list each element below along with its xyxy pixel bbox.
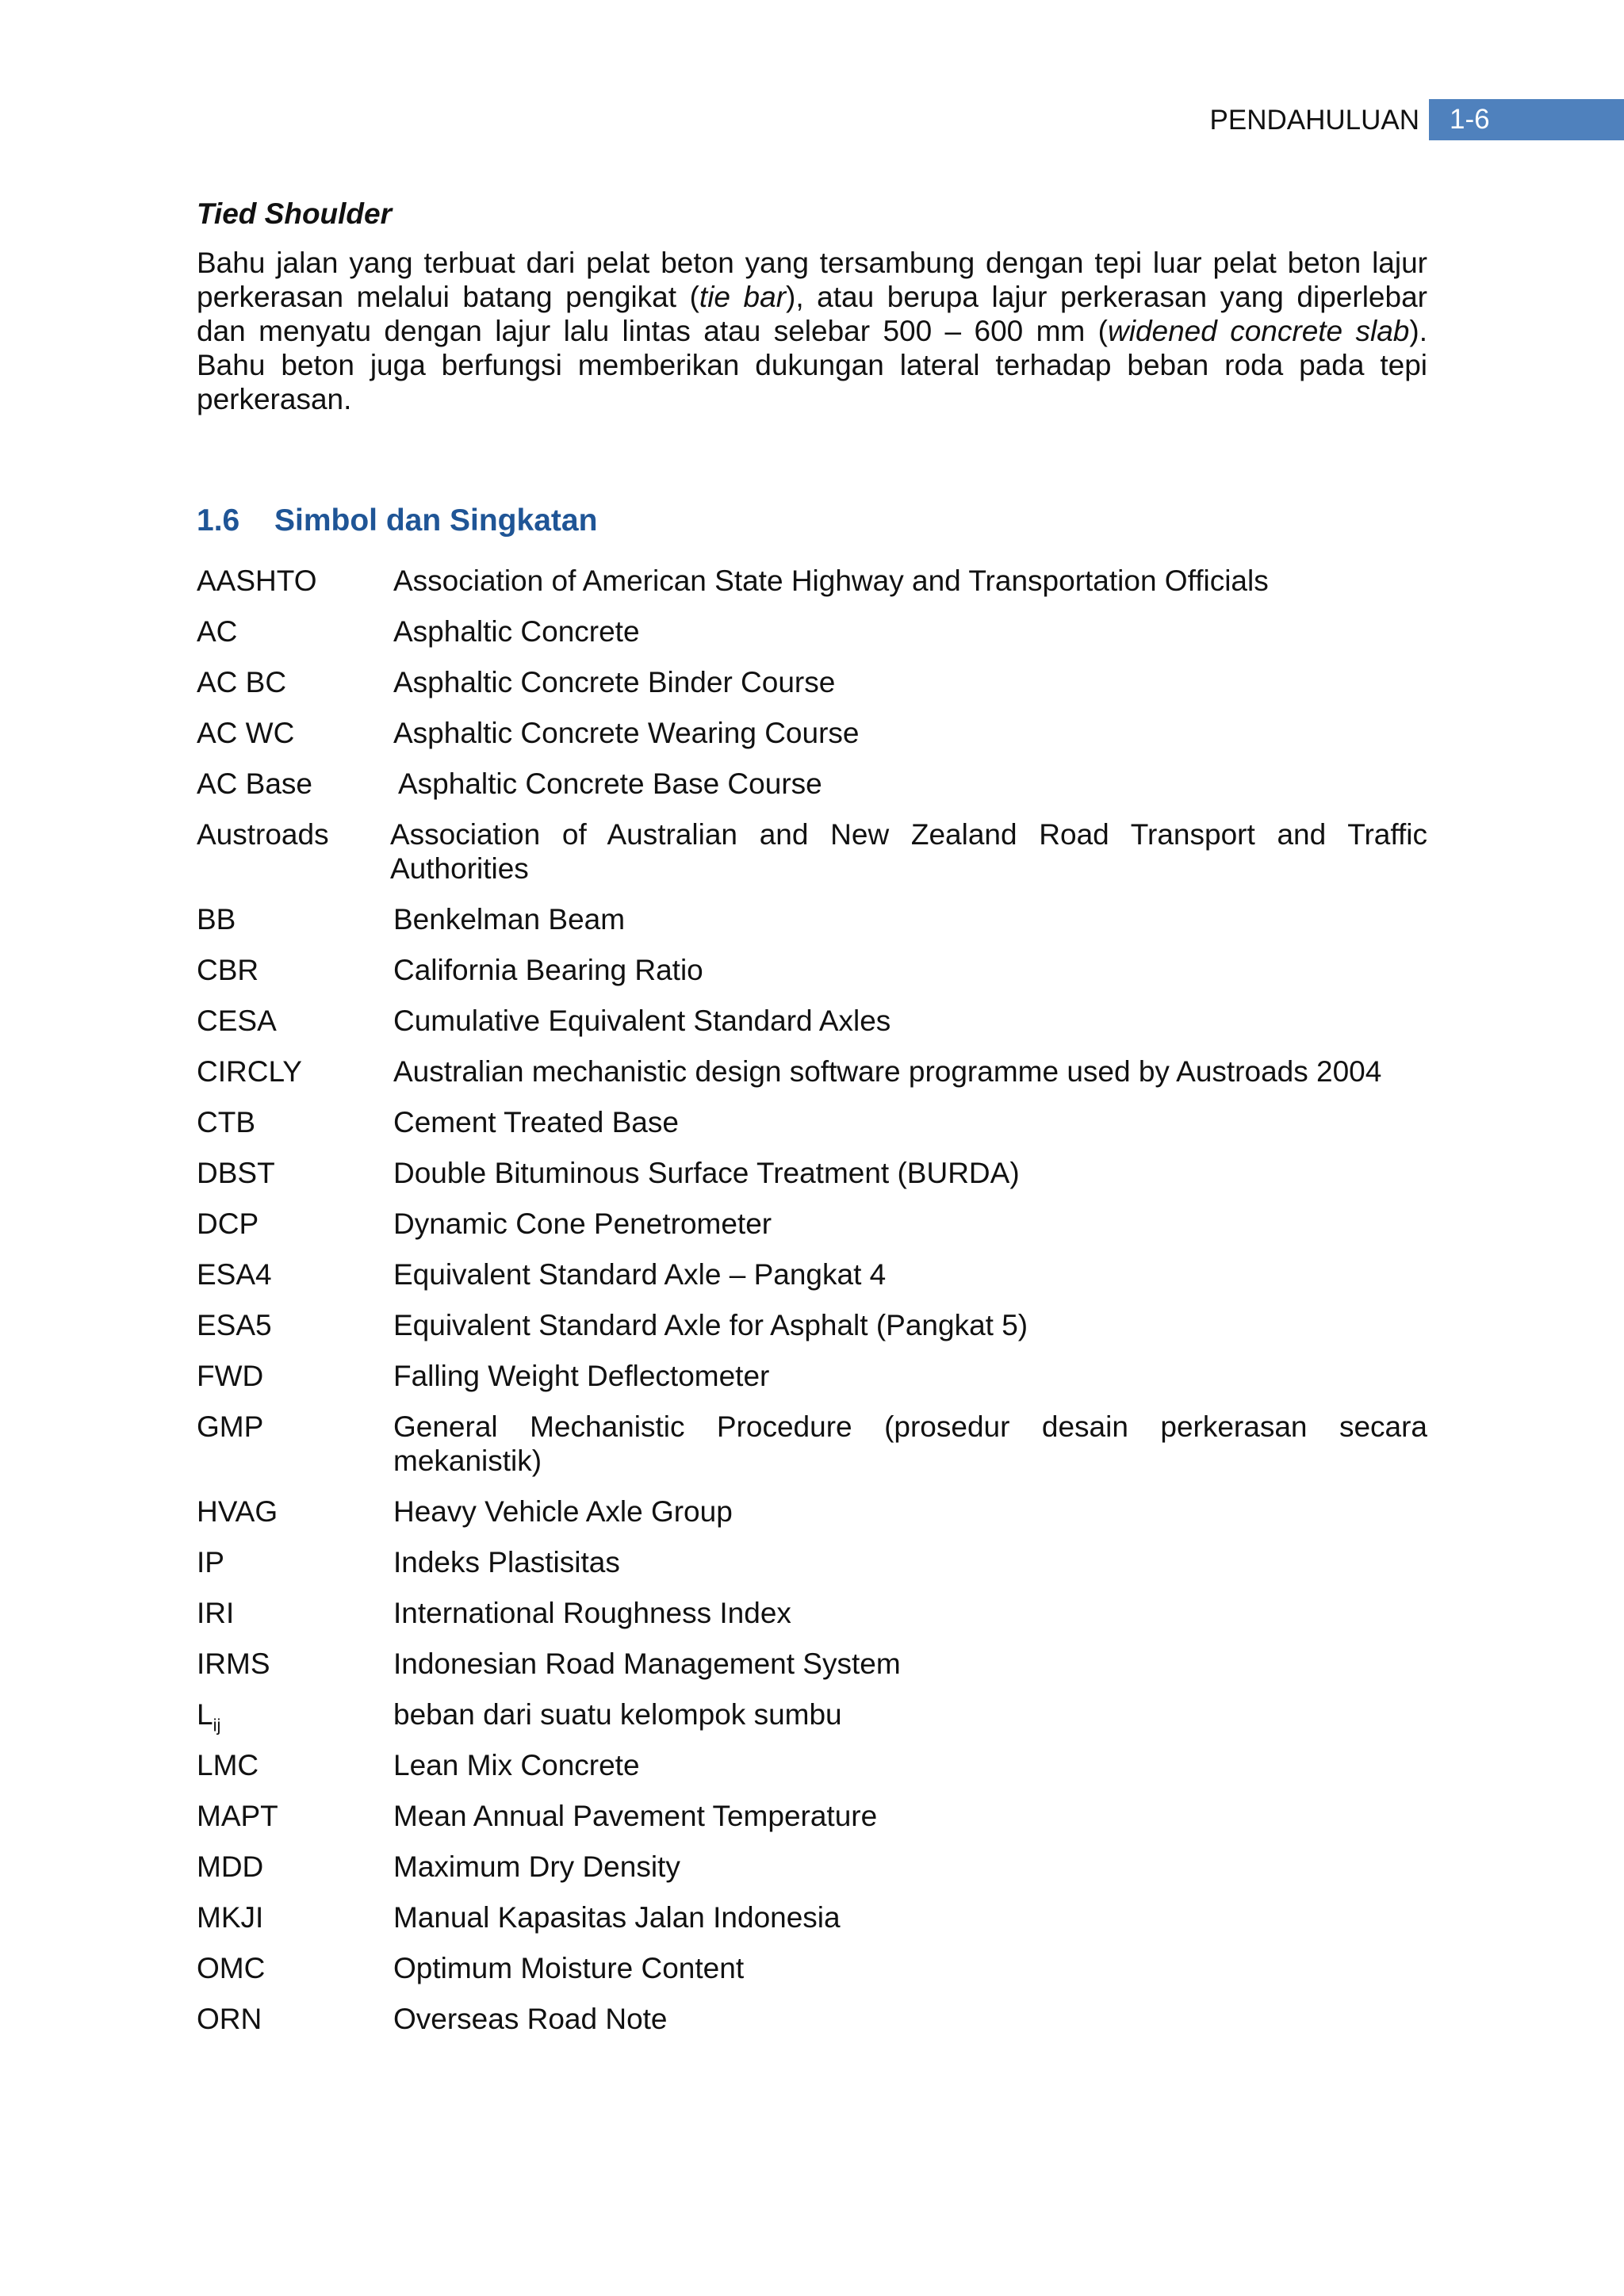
abbreviation-row xyxy=(197,1207,1427,1241)
abbreviation-term-text: CBR xyxy=(197,954,259,986)
abbreviation-term xyxy=(197,2002,393,2036)
abbreviation-term xyxy=(197,1494,393,1529)
abbreviation-row xyxy=(197,1054,1427,1089)
abbreviation-term xyxy=(197,1697,393,1735)
abbreviation-term-text: AC Base xyxy=(197,767,313,800)
abbreviation-definition: Australian mechanistic design software programme used by Austroads 2004 xyxy=(393,1055,1382,1088)
abbreviation-row xyxy=(197,953,1427,987)
abbreviation-term-text: DBST xyxy=(197,1157,275,1189)
abbreviation-row xyxy=(197,716,1427,750)
paragraph-italic-term: tie bar xyxy=(699,281,787,313)
abbreviation-row xyxy=(197,1951,1427,1985)
abbreviation-term-text: OMC xyxy=(197,1952,266,1984)
abbreviation-row xyxy=(197,1359,1427,1393)
abbreviation-term-text: Austroads xyxy=(197,818,329,851)
abbreviation-term xyxy=(197,665,393,699)
abbreviation-term xyxy=(197,953,393,987)
abbreviation-row xyxy=(197,1596,1427,1630)
abbreviation-term-text: IP xyxy=(197,1546,224,1578)
tied-shoulder-title: Tied Shoulder xyxy=(197,197,393,230)
abbreviation-row xyxy=(197,665,1427,699)
abbreviation-row xyxy=(197,1697,1427,1735)
abbreviation-term-text: BB xyxy=(197,903,236,936)
abbreviation-definition: Manual Kapasitas Jalan Indonesia xyxy=(393,1901,841,1934)
page-number-tab: 1-6 xyxy=(1429,99,1624,140)
abbreviation-term xyxy=(197,1207,393,1241)
abbreviation-term xyxy=(197,1951,393,1985)
abbreviation-row xyxy=(197,1748,1427,1782)
abbreviation-term-text: AC xyxy=(197,615,238,648)
abbreviation-term-text: AASHTO xyxy=(197,564,317,597)
abbreviation-term xyxy=(197,1410,393,1478)
abbreviation-definition: Lean Mix Concrete xyxy=(393,1749,640,1781)
abbreviation-definition: Indeks Plastisitas xyxy=(393,1546,620,1578)
abbreviation-row xyxy=(197,1308,1427,1342)
abbreviation-term xyxy=(197,1308,393,1342)
abbreviation-term xyxy=(197,564,393,598)
abbreviation-row xyxy=(197,817,1427,886)
abbreviation-definition: Cement Treated Base xyxy=(393,1106,679,1138)
abbreviation-definition: Indonesian Road Management System xyxy=(393,1647,901,1680)
abbreviation-definition: Mean Annual Pavement Temperature xyxy=(393,1800,878,1832)
abbreviation-definition: Dynamic Cone Penetrometer xyxy=(393,1207,772,1240)
abbreviation-term-text: CIRCLY xyxy=(197,1055,302,1088)
abbreviation-row xyxy=(197,1647,1427,1681)
abbreviation-term-text: MAPT xyxy=(197,1800,278,1832)
abbreviation-definition: Association of American State Highway and Transportation Officials xyxy=(393,564,1269,597)
abbreviation-term xyxy=(197,902,393,936)
abbreviation-row xyxy=(197,1257,1427,1292)
abbreviation-row xyxy=(197,1410,1427,1478)
abbreviation-row xyxy=(197,1545,1427,1579)
abbreviation-definition: Optimum Moisture Content xyxy=(393,1952,745,1984)
abbreviation-term xyxy=(197,1545,393,1579)
paragraph-italic-term: widened concrete slab xyxy=(1108,315,1410,347)
abbreviation-term-text: ORN xyxy=(197,2003,262,2035)
abbreviation-row xyxy=(197,1004,1427,1038)
abbreviation-term-text: AC WC xyxy=(197,717,295,749)
abbreviation-term-subscript: ij xyxy=(213,1715,221,1735)
page-content xyxy=(197,197,1427,2053)
abbreviation-term xyxy=(197,1647,393,1681)
abbreviation-term xyxy=(197,1004,393,1038)
abbreviation-definition: Maximum Dry Density xyxy=(393,1850,680,1883)
abbreviation-term xyxy=(197,1850,393,1884)
abbreviation-definition: Asphaltic Concrete Base Course xyxy=(398,767,822,800)
abbreviation-term-text: CESA xyxy=(197,1004,277,1037)
abbreviation-definition: Cumulative Equivalent Standard Axles xyxy=(393,1004,891,1037)
abbreviation-row xyxy=(197,2002,1427,2036)
abbreviation-definition: Falling Weight Deflectometer xyxy=(393,1360,770,1392)
abbreviation-term-text: ESA4 xyxy=(197,1258,272,1291)
section-title: Simbol dan Singkatan xyxy=(274,503,598,538)
abbreviation-term-text: FWD xyxy=(197,1360,264,1392)
abbreviation-row xyxy=(197,767,1427,801)
abbreviation-term-text: LMC xyxy=(197,1749,259,1781)
abbreviation-term-text: L xyxy=(197,1698,213,1731)
paragraph-text: ). Bahu beton juga berfungsi memberikan dukungan lateral terhadap beban roda pada tepi perkerasan. xyxy=(197,315,1427,415)
abbreviation-definition: Asphaltic Concrete Wearing Course xyxy=(393,717,860,749)
abbreviation-term xyxy=(197,767,393,801)
paragraph-text: ), atau berupa lajur perkerasan yang diperlebar dan menyatu dengan lajur lalu lintas atau selebar 500 – 600 mm ( xyxy=(197,281,1427,347)
abbreviation-term xyxy=(197,1054,393,1089)
abbreviation-definition: Heavy Vehicle Axle Group xyxy=(393,1495,733,1528)
abbreviation-term xyxy=(197,1748,393,1782)
abbreviation-definition: Double Bituminous Surface Treatment (BURDA) xyxy=(393,1157,1020,1189)
abbreviation-row xyxy=(197,1494,1427,1529)
abbreviation-term-text: ESA5 xyxy=(197,1309,272,1341)
abbreviation-definition: Benkelman Beam xyxy=(393,903,626,936)
abbreviation-term xyxy=(197,614,393,649)
abbreviation-row xyxy=(197,1850,1427,1884)
abbreviation-term-text: HVAG xyxy=(197,1495,278,1528)
abbreviation-term-text: AC BC xyxy=(197,666,287,698)
abbreviation-term-text: DCP xyxy=(197,1207,259,1240)
abbreviation-definition: General Mechanistic Procedure (prosedur desain perkerasan secara mekanistik) xyxy=(393,1410,1427,1477)
section-heading xyxy=(197,502,1427,540)
abbreviation-term xyxy=(197,1105,393,1139)
abbreviation-row xyxy=(197,1900,1427,1934)
abbreviation-definition: Asphaltic Concrete xyxy=(393,615,640,648)
section-number: 1.6 xyxy=(197,503,240,538)
abbreviation-row xyxy=(197,614,1427,649)
abbreviation-definition: Equivalent Standard Axle for Asphalt (Pangkat 5) xyxy=(393,1309,1028,1341)
abbreviation-term xyxy=(197,817,393,886)
abbreviation-term xyxy=(197,1596,393,1630)
abbreviation-term xyxy=(197,1359,393,1393)
abbreviation-term-text: IRI xyxy=(197,1597,235,1629)
abbreviation-term xyxy=(197,716,393,750)
abbreviation-row xyxy=(197,1799,1427,1833)
abbreviation-term xyxy=(197,1257,393,1292)
tied-shoulder-paragraph xyxy=(197,246,1427,416)
abbreviation-term-text: IRMS xyxy=(197,1647,270,1680)
abbreviation-definition: beban dari suatu kelompok sumbu xyxy=(393,1698,842,1731)
header-section-label: PENDAHULUAN xyxy=(1209,105,1419,136)
abbreviation-term-text: GMP xyxy=(197,1410,264,1443)
abbreviation-term-text: CTB xyxy=(197,1106,255,1138)
abbreviation-row xyxy=(197,1156,1427,1190)
abbreviation-row xyxy=(197,902,1427,936)
abbreviation-term-text: MDD xyxy=(197,1850,264,1883)
abbreviation-definition: Association of Australian and New Zealand Road Transport and Traffic Authorities xyxy=(390,818,1427,885)
abbreviation-term xyxy=(197,1900,393,1934)
abbreviation-definition: Asphaltic Concrete Binder Course xyxy=(393,666,836,698)
abbreviation-definition: Equivalent Standard Axle – Pangkat 4 xyxy=(393,1258,887,1291)
abbreviation-term-text: MKJI xyxy=(197,1901,264,1934)
abbreviation-list xyxy=(197,564,1427,2036)
abbreviation-definition: California Bearing Ratio xyxy=(393,954,703,986)
abbreviation-row xyxy=(197,1105,1427,1139)
abbreviation-term xyxy=(197,1156,393,1190)
paragraph-text: Bahu jalan yang terbuat dari pelat beton yang tersambung dengan tepi luar pelat beton lajur perkerasan melalui batang pengikat ( xyxy=(197,247,1427,313)
abbreviation-definition: International Roughness Index xyxy=(393,1597,791,1629)
abbreviation-definition: Overseas Road Note xyxy=(393,2003,668,2035)
abbreviation-term xyxy=(197,1799,393,1833)
abbreviation-row xyxy=(197,564,1427,598)
